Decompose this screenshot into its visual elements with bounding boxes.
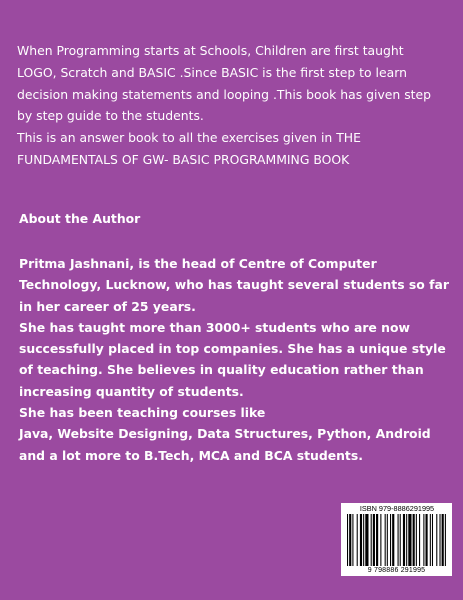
bio-paragraph-2: She has taught more than 3000+ students who are now successfully placed in top companies. She has a unique style of teaching. She believes in quality education rather than increasing quantity of students. — [19, 319, 446, 399]
barcode-digits: 9 798886 291995 — [367, 567, 426, 574]
bio-paragraph-1: Pritma Jashnani, is the head of Centre of Computer Technology, Lucknow, who has taught several students so far in her career of 25 years. — [19, 256, 449, 314]
about-author-heading: About the Author — [19, 211, 141, 226]
bio-paragraph-3: She has been teaching courses like — [19, 405, 266, 421]
barcode-bars — [347, 514, 447, 566]
book-description — [17, 40, 447, 171]
description-paragraph-2: This is an answer book to all the exercises given in THE FUNDAMENTALS OF GW- BASIC PROGRAMMING BOOK — [17, 130, 361, 167]
bio-paragraph-4: Java, Website Designing, Data Structures, Python, Android and a lot more to B.Tech, MCA and BCA students. — [19, 426, 431, 463]
author-bio — [19, 253, 451, 466]
description-paragraph-1: When Programming starts at Schools, Children are first taught LOGO, Scratch and BASIC .Since BASIC is the first step to learn decision making statements and looping .This book has given step by step guide to the students. — [17, 43, 431, 124]
isbn-label: ISBN 979-8886291995 — [359, 504, 435, 513]
isbn-barcode — [341, 503, 452, 576]
